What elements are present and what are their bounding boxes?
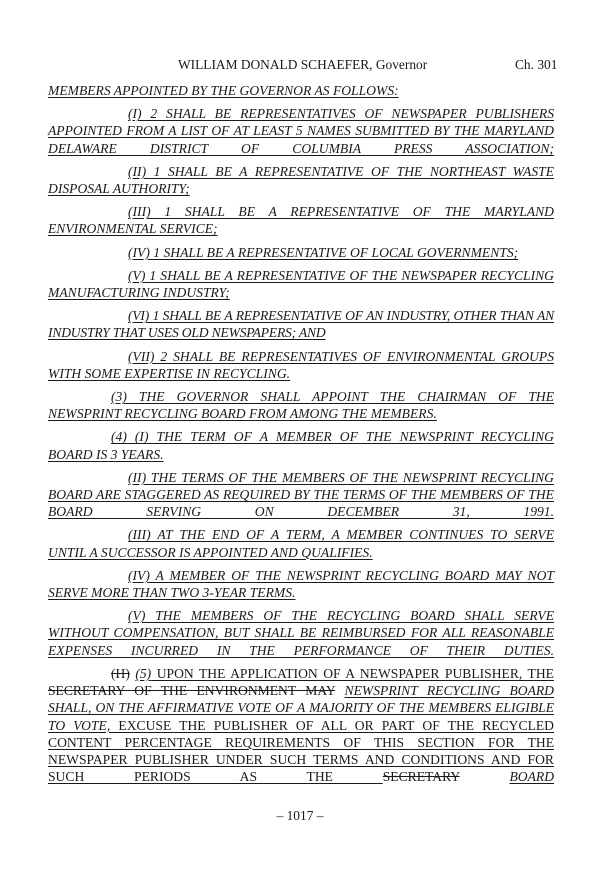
paragraph-item-iv: (IV) 1 SHALL BE A REPRESENTATIVE OF LOCAL GOVERNMENTS; [128,244,519,260]
paragraph-members-appointed: MEMBERS APPOINTED BY THE GOVERNOR AS FOLLOWS: [48,83,399,98]
paragraph-item-iii: (III) 1 SHALL BE A REPRESENTATIVE OF THE MARYLAND ENVIRONMENTAL SERVICE; [48,204,554,237]
paragraph-4v-compensation: (V) THE MEMBERS OF THE RECYCLING BOARD SHALL SERVE WITHOUT COMPENSATION, BUT SHALL BE REIMBURSED FOR ALL REASONABLE EXPENSES INCURRED IN THE PERFORMANCE OF THEIR DUTIES. [48,608,554,658]
header-title: WILLIAM DONALD SCHAEFER, Governor [178,57,428,72]
deleted-text: SECRETARY [382,769,460,785]
paragraph-4iv-max-terms: (IV) A MEMBER OF THE NEWSPRINT RECYCLING BOARD MAY NOT SERVE MORE THAN TWO 3-YEAR TERMS. [48,567,554,601]
inserted-text: NEWSPRINT RECYCLING BOARD SHALL, ON THE AFFIRMATIVE VOTE OF A MAJORITY OF THE MEMBERS ELIGIBLE TO VOTE, [48,683,554,733]
deleted-text: (H) [111,665,130,681]
paragraph-item-vii: (VII) 2 SHALL BE REPRESENTATIVES OF ENVIRONMENTAL GROUPS WITH SOME EXPERTISE IN RECYCLING. [48,348,554,381]
inserted-text: (5) [135,665,152,681]
paragraph-item-vi: (VI) 1 SHALL BE A REPRESENTATIVE OF AN INDUSTRY, OTHER THAN AN INDUSTRY THAT USES OLD NEWSPAPERS; AND [48,308,554,341]
paragraph-3-chairman: (3) THE GOVERNOR SHALL APPOINT THE CHAIRMAN OF THE NEWSPRINT RECYCLING BOARD FROM AMONG THE MEMBERS. [48,389,554,422]
paragraph-5-application: (H) (5) UPON THE APPLICATION OF A NEWSPAPER PUBLISHER, THE SECRETARY OF THE ENVIRONMENT MAY NEWSPRINT RECYCLING BOARD SHALL, ON THE AFFIRMATIVE VOTE OF A MAJORITY OF THE MEMBERS ELIGIBLE TO VOTE, EXCUSE THE PUBLISHER OF ALL OR PART OF THE RECYCLED CONTENT PERCENTAGE REQUIREMENTS OF THIS SECTION FOR THE NEWSPAPER PUBLISHER UNDER SUCH TERMS AND CONDITIONS AND FOR SUCH PERIODS AS THE SECRETARY BOARD [48,665,555,785]
paragraph-4iii-successor: (III) AT THE END OF A TERM, A MEMBER CONTINUES TO SERVE UNTIL A SUCCESSOR IS APPOINTED AND QUALIFIES. [48,527,554,560]
document-body [48,82,554,785]
chapter-number: Ch. 301 [515,57,558,72]
page-number: – 1017 – [276,808,324,823]
deleted-text: SECRETARY OF THE ENVIRONMENT MAY [48,683,336,699]
paragraph-4ii-staggered: (II) THE TERMS OF THE MEMBERS OF THE NEWSPRINT RECYCLING BOARD ARE STAGGERED AS REQUIRED BY THE TERMS OF THE MEMBERS OF THE BOARD SERVING ON DECEMBER 31, 1991. [48,469,554,520]
inserted-text: BOARD [509,769,555,785]
paragraph-item-v: (V) 1 SHALL BE A REPRESENTATIVE OF THE NEWSPAPER RECYCLING MANUFACTURING INDUSTRY; [48,267,554,301]
page-header [0,57,600,75]
paragraph-4i-term: (4) (I) THE TERM OF A MEMBER OF THE NEWSPRINT RECYCLING BOARD IS 3 YEARS. [48,429,554,462]
paragraph-item-ii: (II) 1 SHALL BE A REPRESENTATIVE OF THE NORTHEAST WASTE DISPOSAL AUTHORITY; [48,163,554,197]
paragraph-item-i: (I) 2 SHALL BE REPRESENTATIVES OF NEWSPAPER PUBLISHERS APPOINTED FROM A LIST OF AT LEAST 5 NAMES SUBMITTED BY THE MARYLAND DELAWARE DISTRICT OF COLUMBIA PRESS ASSOCIATION; [48,106,554,156]
